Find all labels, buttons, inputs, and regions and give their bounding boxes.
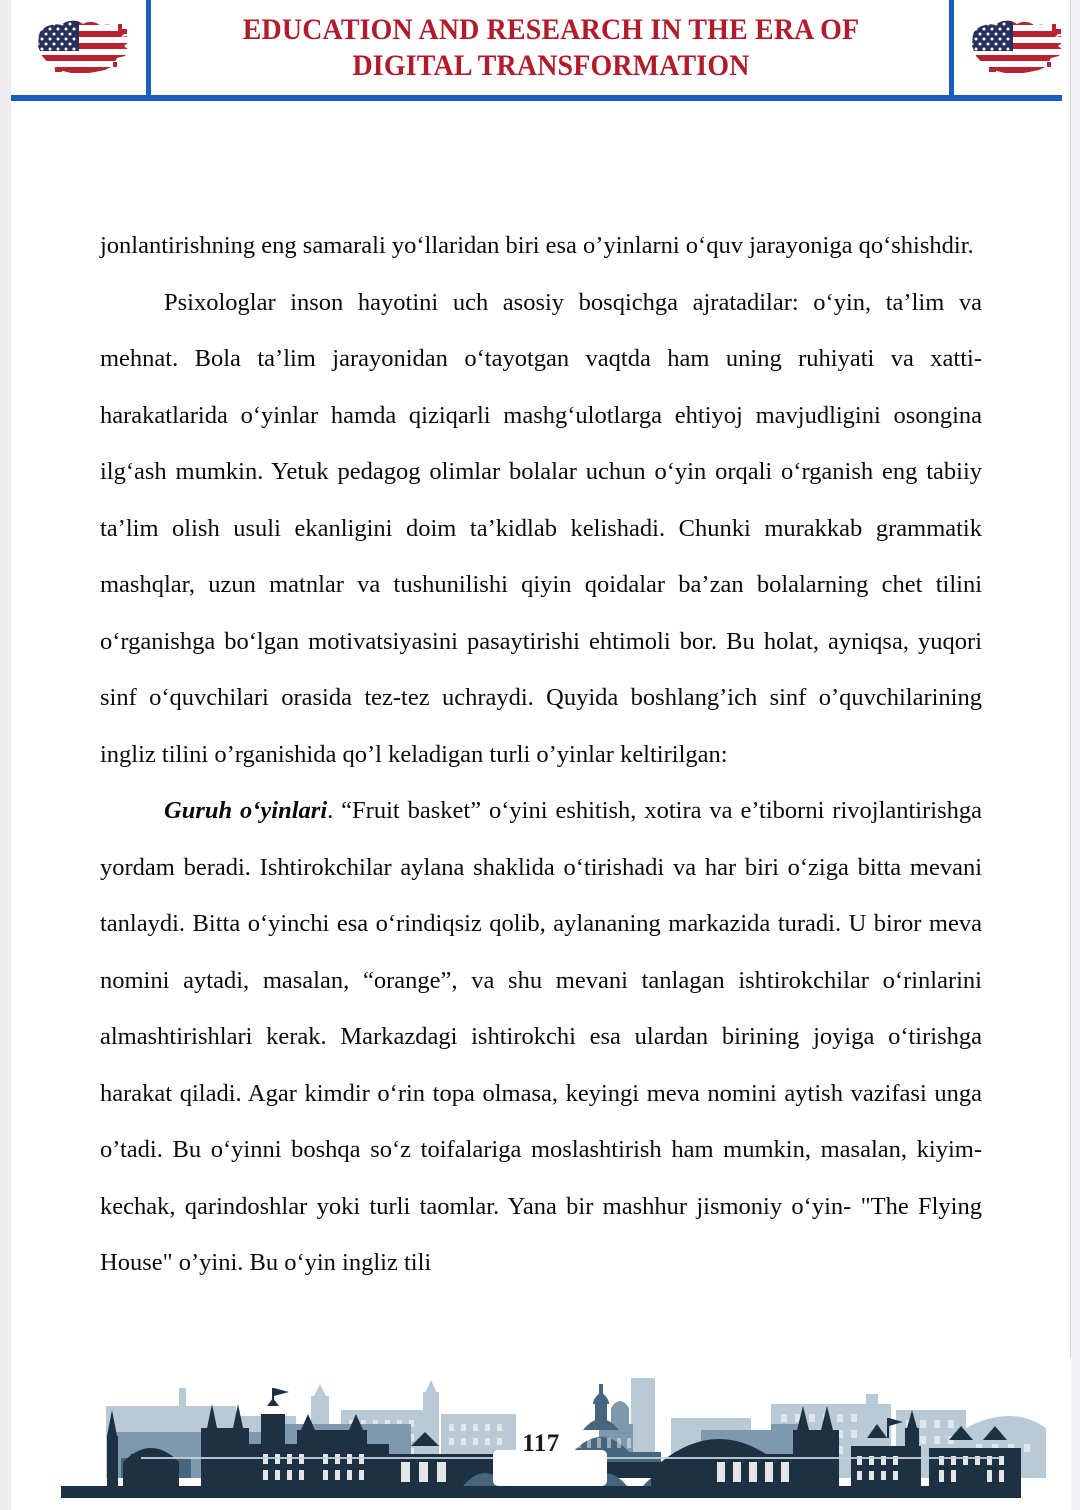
usa-flag-map-logo-left [25,6,145,92]
article-body [100,218,982,1292]
page-edge-strip-left [0,0,11,1510]
usa-flag-map-logo-right [959,6,1079,92]
paragraph-3-text: . “Fruit basket” o‘yini eshitish, xotira va e’tiborni rivojlantirishga yordam beradi. Ishtirokchilar aylana shaklida o‘tirishadi va har biri o‘ziga bitta mevani tanlaydi. Bitta o‘yinchi esa o‘rindiqsiz qolib, aylananing markazida turadi. U biror meva nomini aytadi, masalan, “orange”, va shu mevani tanlagan ishtirokchilar o‘rinlarini almashtirishlari kerak. Markazdagi ishtirokchi esa ulardan birining joyiga o‘tirishga harakat qiladi. Agar kimdir o‘rin topa olmasa, keyingi meva nomini aytish vazifasi unga o’tadi. Bu o‘yinni boshqa so‘z toifalariga moslashtirish ham mumkin, masalan, kiyim-kechak, qarindoshlar yoki turli taomlar. Yana bir mashhur jismoniy o‘yin- "The Flying House" o’yini. Bu o‘yin ingliz tili [100,797,982,1276]
page-edge-strip-right [1071,0,1080,1510]
paragraph-2: Psixologlar inson hayotini uch asosiy bosqichga ajratadilar: o‘yin, ta’lim va mehnat. Bola ta’lim jarayonidan o‘tayotgan vaqtda ham uning ruhiyati va xatti-harakatlarida o‘yinlar hamda qiziqarli mashg‘ulotlarga ehtiyoj mavjudligini osongina ilg‘ash mumkin. Yetuk pedagog olimlar bolalar uchun o‘yin orqali o‘rganish eng tabiiy ta’lim olish usuli ekanligini doim ta’kidlab kelishadi. Chunki murakkab grammatik mashqlar, uzun matnlar va tushunilishi qiyin qoidalar ba’zan bolalarning chet tilini o‘rganishga bo‘lgan motivatsiyasini pasaytirishi ehtimoli bor. Bu holat, ayniqsa, yuqori sinf o‘quvchilari orasida tez-tez uchraydi. Quyida boshlang’ich sinf o’quvchilarining ingliz tilini o’rganishida qo’l keladigan turli o’yinlar keltirilgan: [100,288,982,768]
page-title-line-1: EDUCATION AND RESEARCH IN THE ERA OF [242,13,860,46]
paragraph-3-lead: Guruh o‘yinlari [164,797,328,824]
page-title [188,12,913,84]
page-footer [11,1358,1071,1510]
header-divider-left [146,0,151,99]
header-bottom-rule [11,95,1062,101]
page-number: 117 [522,1430,560,1457]
page-edge-rule-right [1070,0,1071,1510]
paragraph-3 [100,783,982,1292]
page-header [11,0,1062,100]
usa-flag-map-icon [25,6,145,92]
paragraph-1: jonlantirishning eng samarali yo‘llaridan biri esa o’yinlarni o‘quv jarayoniga qo‘shishdir. [100,232,974,259]
usa-flag-map-icon [959,6,1079,92]
page-title-line-2: DIGITAL TRANSFORMATION [352,49,750,82]
header-divider-right [949,0,954,99]
